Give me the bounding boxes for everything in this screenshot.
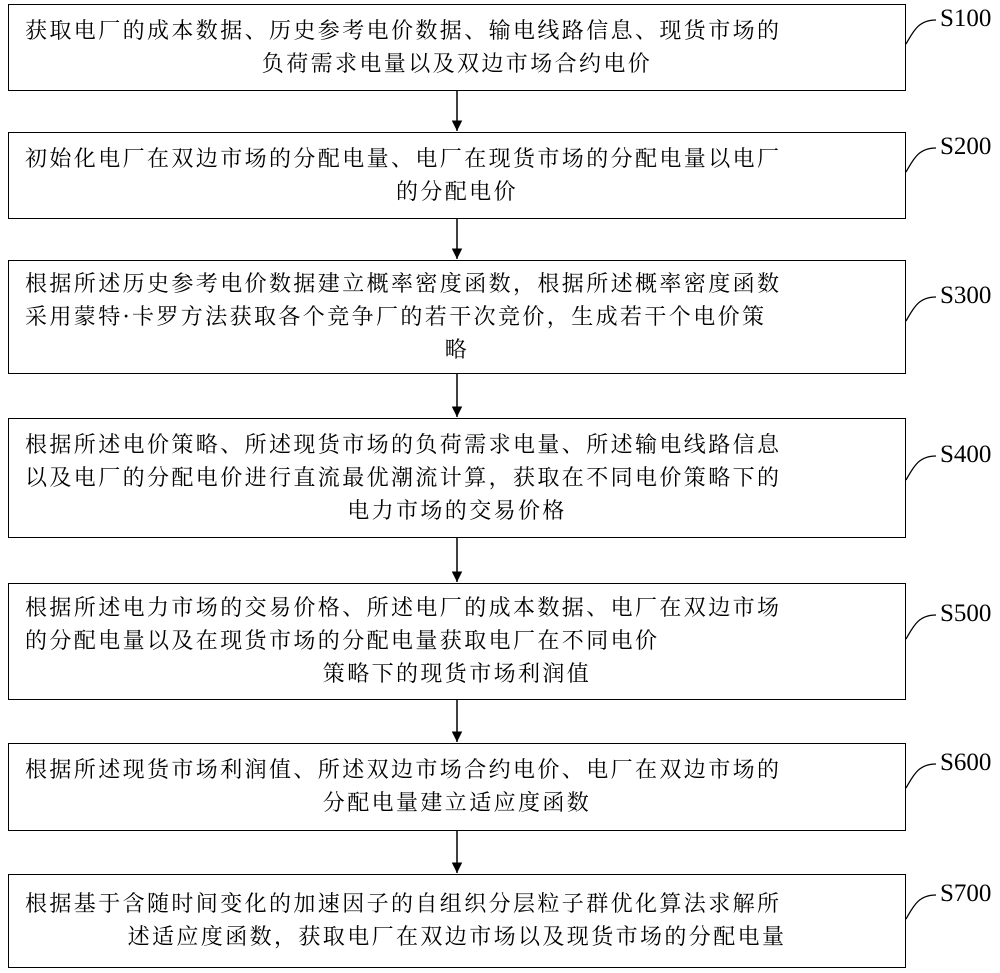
step-line: 的分配电量以及在现货市场的分配电量获取电厂在不同电价 <box>25 629 660 654</box>
step-text <box>25 268 889 367</box>
step-text <box>25 888 889 954</box>
step-line: 根据所述历史参考电价数据建立概率密度函数，根据所述概率密度函数 <box>25 271 782 297</box>
leader-line-s400 <box>906 456 936 480</box>
leader-line-s700 <box>906 895 936 919</box>
step-line: 策略下的现货市场利润值 <box>322 662 592 687</box>
step-box-s600 <box>8 743 906 831</box>
step-box-s100 <box>8 4 906 91</box>
leader-line-s100 <box>906 20 936 44</box>
step-line: 以及电厂的分配电价进行直流最优潮流计算，获取在不同电价策略下的 <box>25 465 782 491</box>
step-box-s200 <box>8 132 906 219</box>
step-label-s100: S100 <box>940 5 992 32</box>
step-line: 电力市场的交易价格 <box>347 498 567 524</box>
step-line: 根据基于含随时间变化的加速因子的自组织分层粒子群优化算法求解所 <box>25 892 782 917</box>
step-line: 获取电厂的成本数据、历史参考电价数据、输电线路信息、现货市场的 <box>25 18 782 44</box>
step-line: 根据所述电力市场的交易价格、所述电厂的成本数据、电厂在双边市场 <box>25 596 782 621</box>
step-line: 负荷需求电量以及双边市场合约电价 <box>261 51 653 77</box>
step-line: 根据所述现货市场利润值、所述双边市场合约电价、电厂在双边市场的 <box>25 758 782 783</box>
step-line: 分配电量建立适应度函数 <box>322 791 592 816</box>
step-text <box>25 143 889 209</box>
step-label-s500: S500 <box>940 600 992 627</box>
step-line: 述适应度函数，获取电厂在双边市场以及现货市场的分配电量 <box>127 925 787 950</box>
step-box-s700 <box>8 874 906 968</box>
step-label-s300: S300 <box>940 282 992 309</box>
step-text <box>25 429 889 528</box>
step-line: 根据所述电价策略、所述现货市场的负荷需求电量、所述输电线路信息 <box>25 432 782 458</box>
step-box-s300 <box>8 260 906 374</box>
step-text <box>25 592 889 691</box>
step-line: 初始化电厂在双边市场的分配电量、电厂在现货市场的分配电量以电厂 <box>25 146 782 172</box>
step-line: 的分配电价 <box>395 179 518 205</box>
step-label-s700: S700 <box>940 880 992 907</box>
leader-line-s600 <box>906 764 936 788</box>
step-text <box>25 15 889 81</box>
step-text <box>25 754 889 820</box>
step-label-s400: S400 <box>940 441 992 468</box>
step-label-s600: S600 <box>940 749 992 776</box>
leader-line-s300 <box>906 297 936 321</box>
leader-line-s500 <box>906 615 936 639</box>
step-label-s200: S200 <box>940 133 992 160</box>
step-box-s400 <box>8 418 906 538</box>
step-box-s500 <box>8 583 906 700</box>
leader-line-s200 <box>906 148 936 172</box>
step-line: 略 <box>444 337 470 363</box>
step-line: 采用蒙特·卡罗方法获取各个竞争厂的若干次竞价，生成若干个电价策 <box>25 304 767 330</box>
